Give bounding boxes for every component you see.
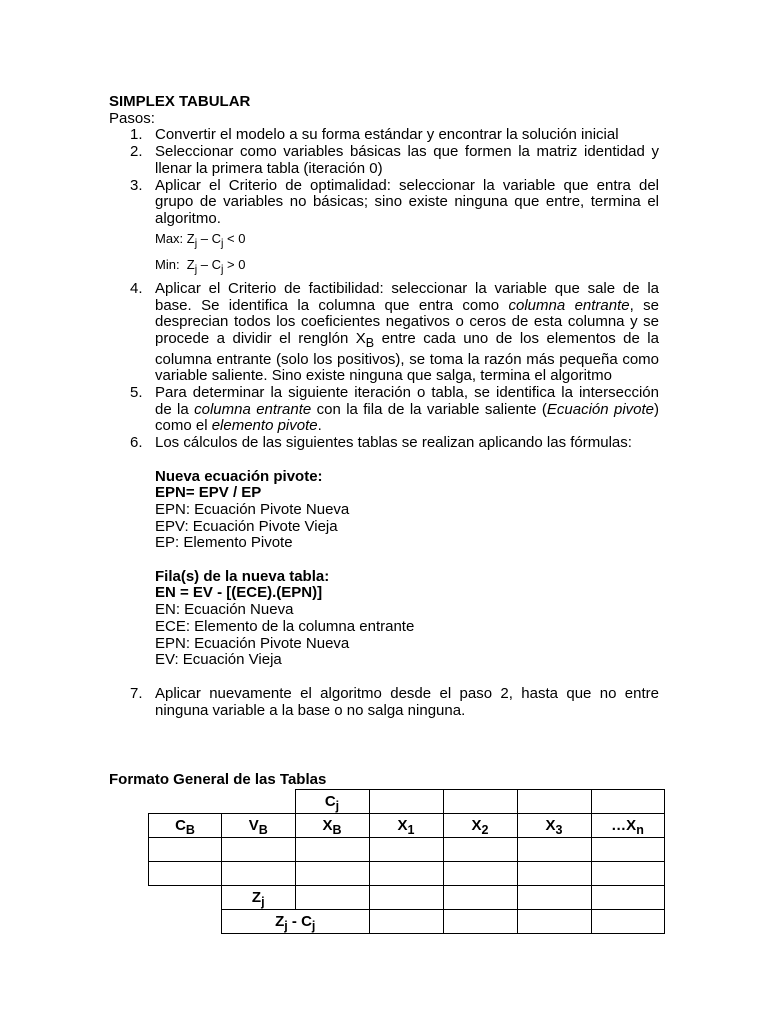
- header-text: …X: [611, 817, 637, 834]
- step-emphasis: elemento pivote: [211, 417, 318, 435]
- column-header: [295, 814, 369, 838]
- table-cell: [295, 862, 369, 886]
- table-row-zj: [149, 886, 665, 910]
- header-text: C: [175, 817, 186, 834]
- pivot-definition: EPN: Ecuación Pivote Nueva: [155, 500, 350, 518]
- table-cell: [517, 910, 591, 934]
- rows-definition: EPN: Ecuación Pivote Nueva: [155, 634, 350, 652]
- column-header: [222, 814, 296, 838]
- document-body: [109, 94, 659, 719]
- zj-subscript: j: [261, 895, 265, 909]
- max-relation: < 0: [227, 230, 246, 246]
- pivot-definition: EP: Elemento Pivote: [155, 534, 293, 552]
- zjcj-text: Z: [275, 913, 285, 930]
- step-4: [109, 281, 659, 385]
- header-subscript: B: [332, 823, 342, 837]
- column-header: [369, 814, 443, 838]
- table-cell: [369, 886, 443, 910]
- step-text: Los cálculos de las siguientes tablas se realizan aplicando las fórmulas:: [155, 434, 632, 452]
- zjcj-subscript: j: [284, 919, 288, 933]
- zj-text: Z: [251, 889, 262, 906]
- step-number: 5.: [130, 384, 143, 402]
- step-number: 2.: [130, 143, 143, 161]
- pivot-equation-block: [155, 469, 659, 553]
- table-cell: [222, 862, 296, 886]
- step-text: .: [317, 417, 322, 435]
- step-text: , se desprecian todos los coeficientes negativos o ceros de esta columna y se procede a dividir el renglón X: [155, 296, 660, 347]
- step-subscript: B: [365, 335, 375, 350]
- header-text: X: [397, 817, 408, 834]
- step-text: Convertir el modelo a su forma estándar y encontrar la solución inicial: [155, 126, 619, 144]
- step-1: [109, 127, 659, 144]
- rows-definition: EV: Ecuación Vieja: [155, 651, 282, 669]
- table-cell: [295, 838, 369, 862]
- step-emphasis: Ecuación pivote: [546, 400, 655, 418]
- table-cell: [591, 910, 664, 934]
- cj-header-cell: [295, 790, 369, 814]
- step-text: ) como el: [155, 400, 660, 435]
- cj-text: C: [324, 793, 336, 810]
- table-cell: [517, 790, 591, 814]
- step-number: 3.: [130, 176, 143, 194]
- step-emphasis: columna entrante: [508, 296, 630, 314]
- min-criterion: Min: $Z_j - C_j > 0$: [155, 257, 246, 276]
- step-number: 7.: [130, 684, 143, 702]
- table-cell: [369, 910, 443, 934]
- min-label: Min:: [155, 257, 180, 273]
- zj-label-cell: [222, 886, 296, 910]
- rows-definition: ECE: Elemento de la columna entrante: [155, 617, 415, 635]
- table-format-title: Formato General de las Tablas: [109, 771, 327, 788]
- table-row: [149, 862, 665, 886]
- zjcj-subscript: j: [311, 919, 316, 933]
- header-subscript: B: [258, 823, 268, 837]
- header-text: X: [322, 817, 333, 834]
- table-cell: [517, 838, 591, 862]
- table-cell: [591, 886, 664, 910]
- step-5: [109, 385, 659, 435]
- rows-definition: EN: Ecuación Nueva: [155, 601, 294, 619]
- step-number: 6.: [130, 434, 143, 452]
- table-cell: [149, 838, 222, 862]
- step-7: [109, 686, 659, 719]
- table-cell: [591, 838, 664, 862]
- table-cell: [443, 910, 517, 934]
- empty-cell: [149, 790, 222, 814]
- table-cell: [517, 862, 591, 886]
- step-text: Aplicar el Criterio de optimalidad: seleccionar la variable que entra del grupo de variables no básicas; sino existe ninguna que entre, termina el algoritmo.: [155, 176, 659, 227]
- steps-label: Pasos:: [109, 109, 155, 127]
- table-cell: [591, 862, 664, 886]
- zj-cj-label-cell: [222, 910, 370, 934]
- table-row-cj: [149, 790, 665, 814]
- table-cell: [443, 838, 517, 862]
- table-cell: [222, 838, 296, 862]
- step-emphasis: columna entrante: [194, 400, 312, 418]
- header-subscript: B: [185, 823, 195, 837]
- empty-cell: [149, 886, 222, 910]
- table-cell: [369, 838, 443, 862]
- column-header: [591, 814, 664, 838]
- empty-cell: [222, 790, 296, 814]
- empty-cell: [149, 910, 222, 934]
- header-subscript: n: [636, 823, 644, 837]
- table-cell: [443, 790, 517, 814]
- table-cell: [591, 790, 664, 814]
- rows-formula: EN = EV - [(ECE).(EPN)]: [155, 584, 323, 602]
- table-cell: [369, 790, 443, 814]
- column-header: [443, 814, 517, 838]
- simplex-table-format: [148, 789, 665, 934]
- pivot-definition: EPV: Ecuación Pivote Vieja: [155, 517, 338, 535]
- zjcj-text: - C: [287, 913, 312, 930]
- header-text: V: [248, 817, 259, 834]
- step-text: Aplicar nuevamente el algoritmo desde el paso 2, hasta que no entre ninguna variable a la base o no salga ninguna.: [155, 684, 659, 719]
- table-cell: [149, 862, 222, 886]
- table-cell: [443, 862, 517, 886]
- step-3: [109, 178, 659, 281]
- header-subscript: 3: [555, 823, 563, 837]
- step-text: Seleccionar como variables básicas las que formen la matriz identidad y llenar la primera tabla (iteración 0): [155, 143, 659, 177]
- new-rows-block: [155, 569, 659, 669]
- table-row: [149, 838, 665, 862]
- header-subscript: 1: [407, 823, 415, 837]
- pivot-formula: EPN= EPV / EP: [155, 484, 262, 502]
- step-text: con la fila de la variable saliente (: [311, 400, 547, 418]
- max-label: Max:: [155, 230, 184, 246]
- step-6: [109, 435, 659, 669]
- step-text: Aplicar el Criterio de factibilidad: seleccionar la variable que sale de la base. Se identifica la columna que entra como: [155, 279, 659, 314]
- steps-list: [109, 127, 659, 719]
- table-cell: [517, 886, 591, 910]
- document-title: SIMPLEX TABULAR: [109, 93, 251, 110]
- step-number: 1.: [130, 126, 143, 144]
- min-relation: > 0: [227, 257, 246, 273]
- table-cell: [443, 886, 517, 910]
- header-text: X: [471, 817, 482, 834]
- table-cell: [369, 862, 443, 886]
- table-row-headers: [149, 814, 665, 838]
- step-text: Para determinar la siguiente iteración o tabla, se identifica la intersección de la: [155, 384, 659, 418]
- table-cell: [295, 886, 369, 910]
- header-text: X: [545, 817, 556, 834]
- cj-subscript: j: [335, 799, 340, 813]
- table-row-zj-cj: [149, 910, 665, 934]
- max-criterion: Max: $Z_j - C_j < 0$: [155, 230, 246, 250]
- column-header: [517, 814, 591, 838]
- step-text: entre cada uno de los elementos de la columna entrante (solo los positivos), se toma la razón más pequeña como variable saliente. Sino existe ninguna que salga, termina el algoritmo: [155, 329, 659, 385]
- pivot-heading: Nueva ecuación pivote:: [155, 467, 323, 485]
- rows-heading: Fila(s) de la nueva tabla:: [155, 567, 330, 585]
- step-2: [109, 144, 659, 177]
- step-number: 4.: [130, 279, 143, 297]
- header-subscript: 2: [481, 823, 489, 837]
- column-header: [149, 814, 222, 838]
